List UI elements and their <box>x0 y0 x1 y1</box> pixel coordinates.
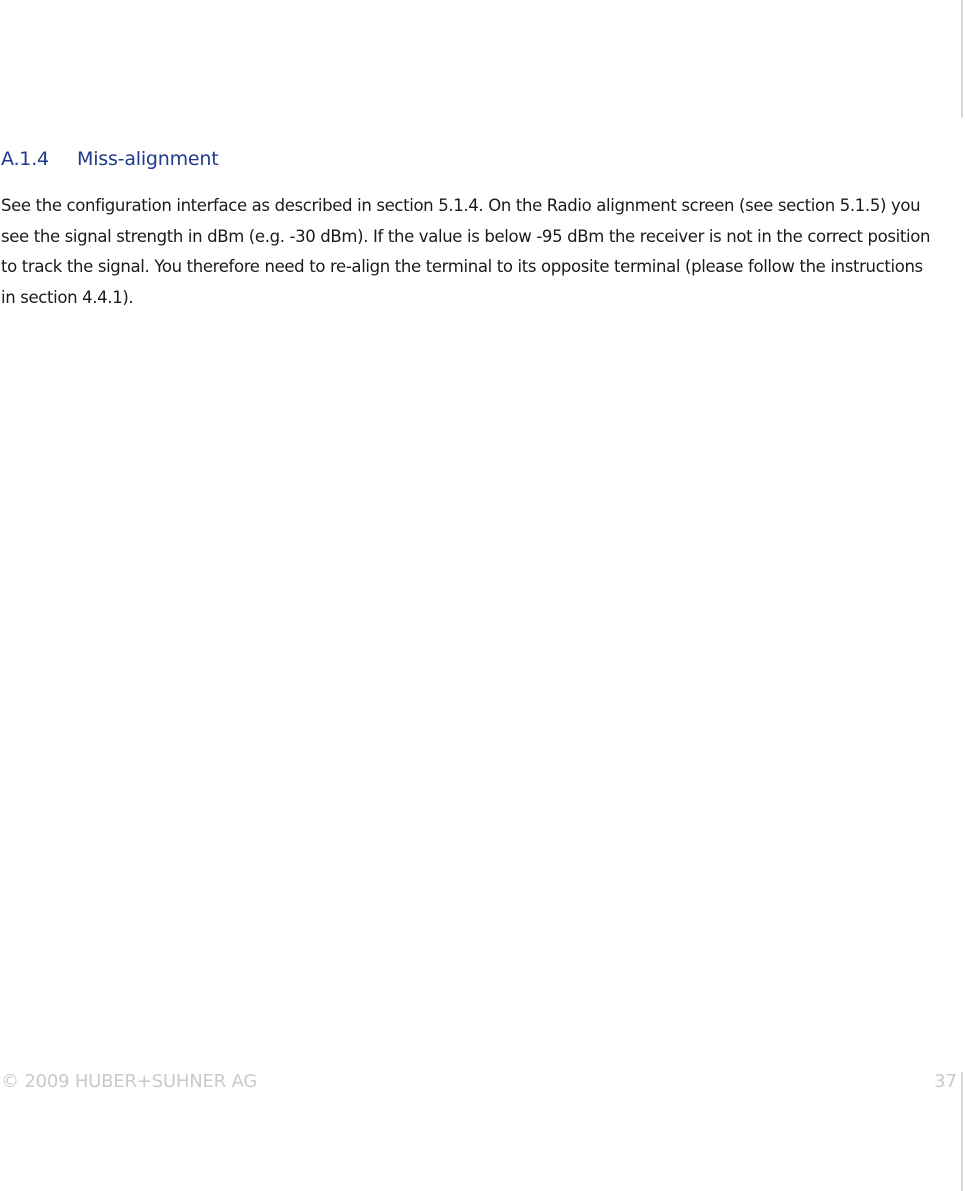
margin-rule-top <box>961 0 963 118</box>
section-number: A.1.4 <box>1 148 49 170</box>
footer-copyright: © 2009 HUBER+SUHNER AG <box>1 1071 258 1092</box>
section-title: Miss-alignment <box>77 148 219 170</box>
body-paragraph: See the configuration interface as described in section 5.1.4. On the Radio alignment screen (see section 5.1.5) you see the signal strength in dBm (e.g. -30 dBm). If the value is below -95 dBm the receiver is not in the correct position to track the signal. You therefore need to re-align the terminal to its opposite terminal (please follow the instructions in section 4.4.1). <box>1 196 931 307</box>
margin-rule-bottom <box>961 1072 963 1191</box>
section-heading <box>1 148 219 170</box>
page-number: 37 <box>934 1071 957 1092</box>
